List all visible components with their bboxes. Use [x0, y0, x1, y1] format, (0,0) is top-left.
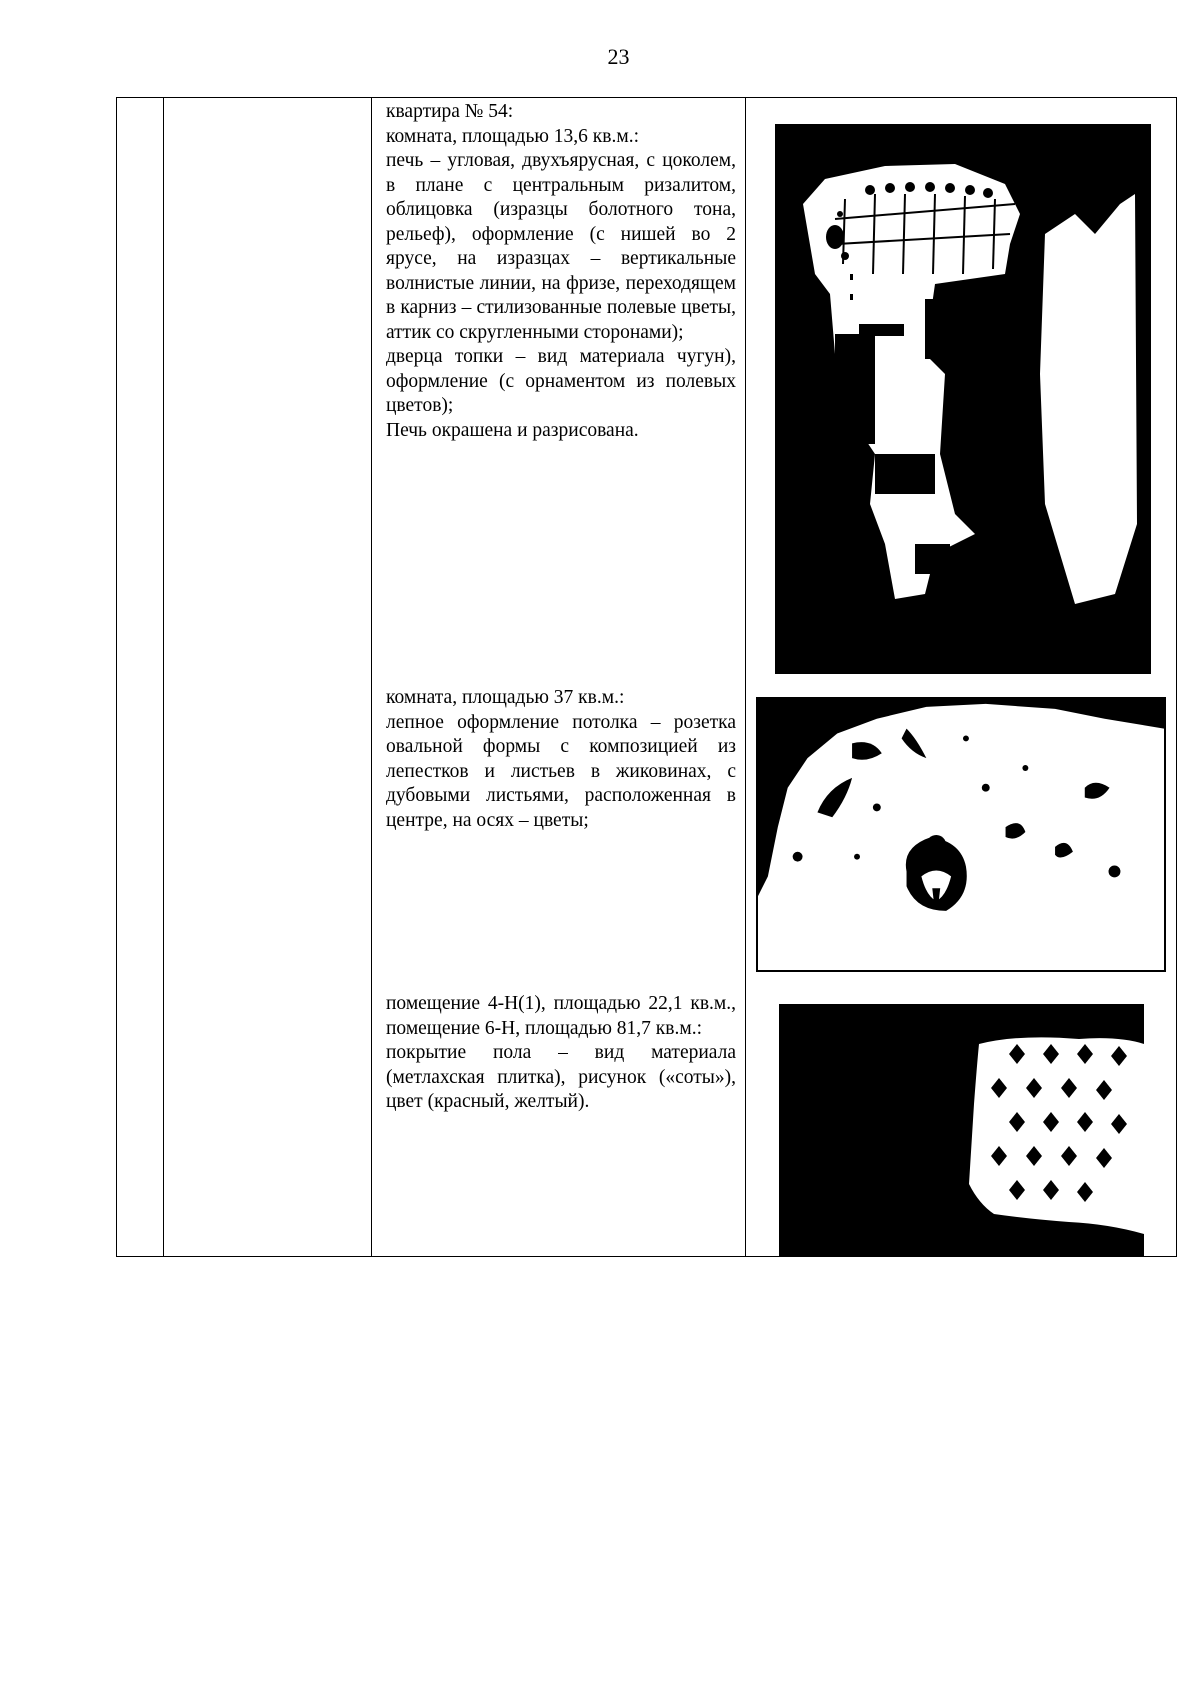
stove-door-description: дверца топки – вид материала чугун), оформление (с орнаментом из полевых цветов);	[386, 346, 736, 416]
column-divider	[371, 98, 372, 1256]
stove-photo	[775, 124, 1151, 674]
page-number: 23	[607, 44, 630, 69]
entry-floor-description	[386, 992, 736, 1115]
ceiling-rosette-photo	[756, 697, 1166, 972]
entry-stove-description	[386, 100, 736, 443]
premises-heading: помещение 4-Н(1), площадью 22,1 кв.м., помещение 6-Н, площадью 81,7 кв.м.:	[386, 993, 736, 1039]
ceiling-description: лепное оформление потолка – розетка овальной формы с композицией из лепестков и листьев в жиковинах, с дубовыми листьями, расположенная в центре, на осях – цветы;	[386, 711, 736, 831]
column-divider	[163, 98, 164, 1256]
column-divider	[745, 98, 746, 1256]
stove-note: Печь окрашена и разрисована.	[386, 419, 639, 441]
apartment-heading: квартира № 54:	[386, 101, 514, 122]
floor-tile-photo	[779, 1004, 1144, 1256]
stove-description: печь – угловая, двухъярусная, с цоколем, в плане с центральным ризалитом, облицовка (изразцы болотного тона, рельеф), оформление (с нишей во 2 ярусе, на изразцах – вертикальные волнистые линии, на фризе, переходящем в карниз – стилизованные полевые цветы, аттик со скругленными сторонами);	[386, 150, 736, 343]
floor-description: покрытие пола – вид материала (метлахская плитка), рисунок («соты»), цвет (красный, желтый).	[386, 1042, 736, 1112]
room-heading: комната, площадью 13,6 кв.м.:	[386, 125, 639, 147]
room-heading: комната, площадью 37 кв.м.:	[386, 687, 625, 708]
entry-ceiling-description	[386, 686, 736, 833]
